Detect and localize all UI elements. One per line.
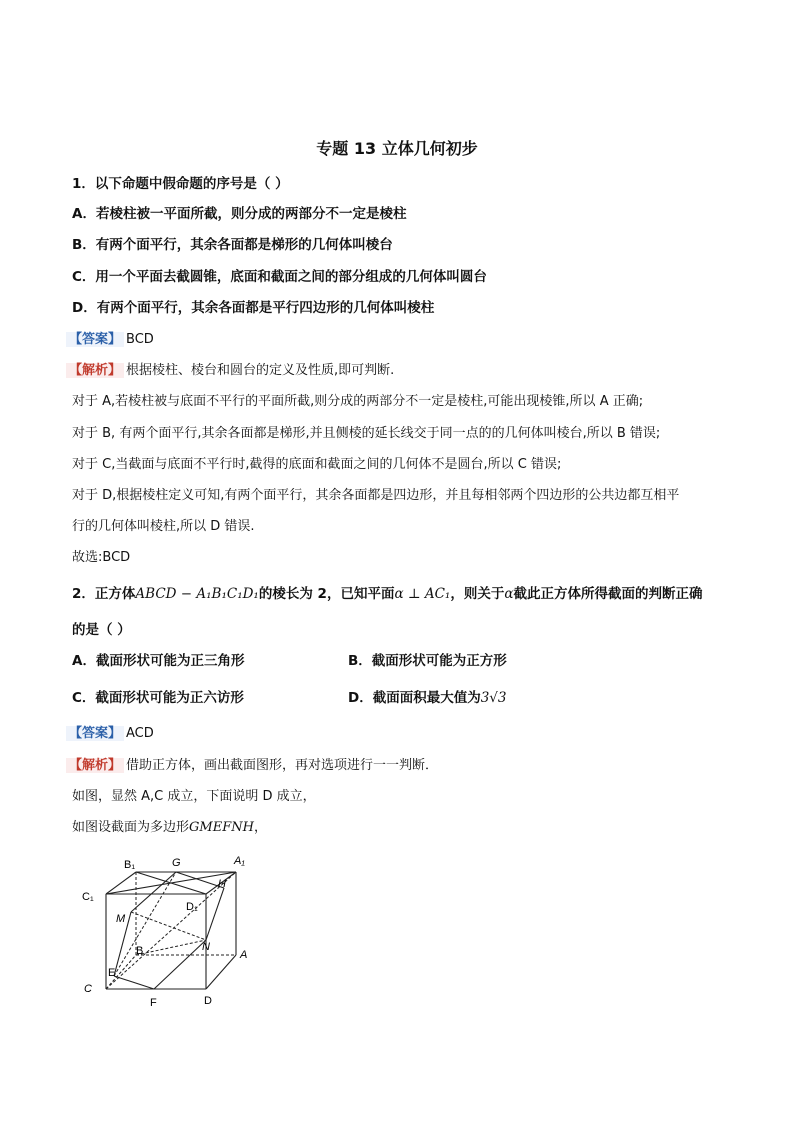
q2-option-d-text: D．截面面积最大值为 <box>348 690 481 706</box>
label-e: E <box>108 967 116 979</box>
q1-analysis-text: 根据棱柱、棱台和圆台的定义及性质,即可判断. <box>126 363 395 378</box>
cube-figure <box>76 852 266 1012</box>
q2-stem-mid: 的棱长为 2，已知平面 <box>258 586 395 602</box>
edge-n-h <box>206 888 224 940</box>
q1-analysis-5: 行的几何体叫棱柱,所以 D 错误. <box>72 519 255 534</box>
q2-stem-end: 截此正方体所得截面的判断正确 <box>513 586 703 602</box>
label-b: B <box>136 945 144 957</box>
q1-answer <box>69 331 154 349</box>
q2-option-c: C．截面形状可能为正六访形 <box>72 690 244 706</box>
section-m-n-hidden <box>131 912 206 940</box>
q1-analysis-4: 对于 D,根据棱柱定义可知,有两个面平行，其余各面都是四边形，并且每相邻两个四边形的公共边都互相平 <box>72 488 680 503</box>
q2-answer-value: ACD <box>126 726 154 741</box>
diag-b1-d1 <box>136 872 206 894</box>
q2-plane: α ⊥ AC₁ <box>394 586 451 602</box>
edge-c1-b1 <box>106 872 136 894</box>
answer-tag: 【答案】 <box>66 726 124 741</box>
q2-option-d <box>348 689 507 707</box>
q1-option-b: B．有两个面平行，其余各面都是梯形的几何体叫棱台 <box>72 237 393 253</box>
label-d: D <box>204 995 212 1007</box>
analysis-tag: 【解析】 <box>66 758 124 773</box>
edge-f-n <box>154 940 206 989</box>
q2-analysis-2 <box>72 819 267 837</box>
q2-analysis-1: 如图，显然 A,C 成立，下面说明 D 成立， <box>72 789 316 804</box>
q1-option-c: C．用一个平面去截圆锥，底面和截面之间的部分组成的几何体叫圆台 <box>72 269 487 285</box>
label-n: N <box>202 941 210 953</box>
q1-analysis-2: 对于 B, 有两个面平行,其余各面都是梯形,并且侧棱的延长线交于同一点的的几何体叫棱台,所以 B 错误; <box>72 426 661 441</box>
q1-analysis-6: 故选:BCD <box>72 550 131 565</box>
label-g: G <box>172 857 181 869</box>
q2-polygon-suffix: ， <box>253 820 267 835</box>
q1-option-d: D．有两个面平行，其余各面都是平行四边形的几何体叫棱柱 <box>72 300 435 316</box>
q1-analysis-0 <box>69 362 395 380</box>
analysis-tag: 【解析】 <box>66 363 124 378</box>
label-a1: A₁ <box>234 855 245 867</box>
q1-stem: 1．以下命题中假命题的序号是（ ） <box>72 176 289 192</box>
label-c1: C₁ <box>82 891 94 903</box>
label-d1: D₁ <box>186 901 198 913</box>
answer-tag: 【答案】 <box>66 332 124 347</box>
diag-c-a1-hidden <box>106 872 236 989</box>
q1-option-a: A．若棱柱被一平面所截，则分成的两部分不一定是棱柱 <box>72 206 407 222</box>
q2-polygon: GMEFNH <box>189 820 254 835</box>
q2-stem-post: ，则关于 <box>450 586 505 602</box>
label-c: C <box>84 983 92 995</box>
edge-e-f <box>114 976 154 989</box>
label-m: M <box>116 913 126 925</box>
edge-g-h <box>176 872 224 888</box>
edge-d-a <box>206 955 236 989</box>
label-a: A <box>240 949 248 961</box>
q2-stem-line2: 的是（ ） <box>72 622 131 638</box>
q2-analysis-2-text: 如图设截面为多边形 <box>72 820 190 835</box>
q2-option-d-value: 3√3 <box>480 690 507 706</box>
page-title: 专题 13 立体几何初步 <box>316 139 478 158</box>
q2-cube: ABCD − A₁B₁C₁D₁ <box>135 586 259 602</box>
q1-answer-value: BCD <box>126 332 154 347</box>
q1-analysis-1: 对于 A,若棱柱被与底面不平行的平面所截,则分成的两部分不一定是棱柱,可能出现棱锥,所以 A 正确; <box>72 394 644 409</box>
q2-option-a: A．截面形状可能为正三角形 <box>72 653 245 669</box>
section-b-n-hidden <box>136 940 206 955</box>
q1-analysis-3: 对于 C,当截面与底面不平行时,截得的底面和截面之间的几何体不是圆台,所以 C 错误; <box>72 457 562 472</box>
q2-answer <box>69 725 154 743</box>
label-b1: B₁ <box>124 859 136 871</box>
q2-analysis-text: 借助正方体，画出截面图形，再对选项进行一一判断． <box>126 758 439 773</box>
q2-stem-pre: 2．正方体 <box>72 586 136 602</box>
label-h: H <box>218 878 226 890</box>
q2-option-b: B．截面形状可能为正方形 <box>348 653 507 669</box>
label-f: F <box>150 997 157 1009</box>
q2-analysis-0 <box>69 757 439 775</box>
q2-stem <box>72 585 702 603</box>
q2-alpha: α <box>504 586 514 602</box>
